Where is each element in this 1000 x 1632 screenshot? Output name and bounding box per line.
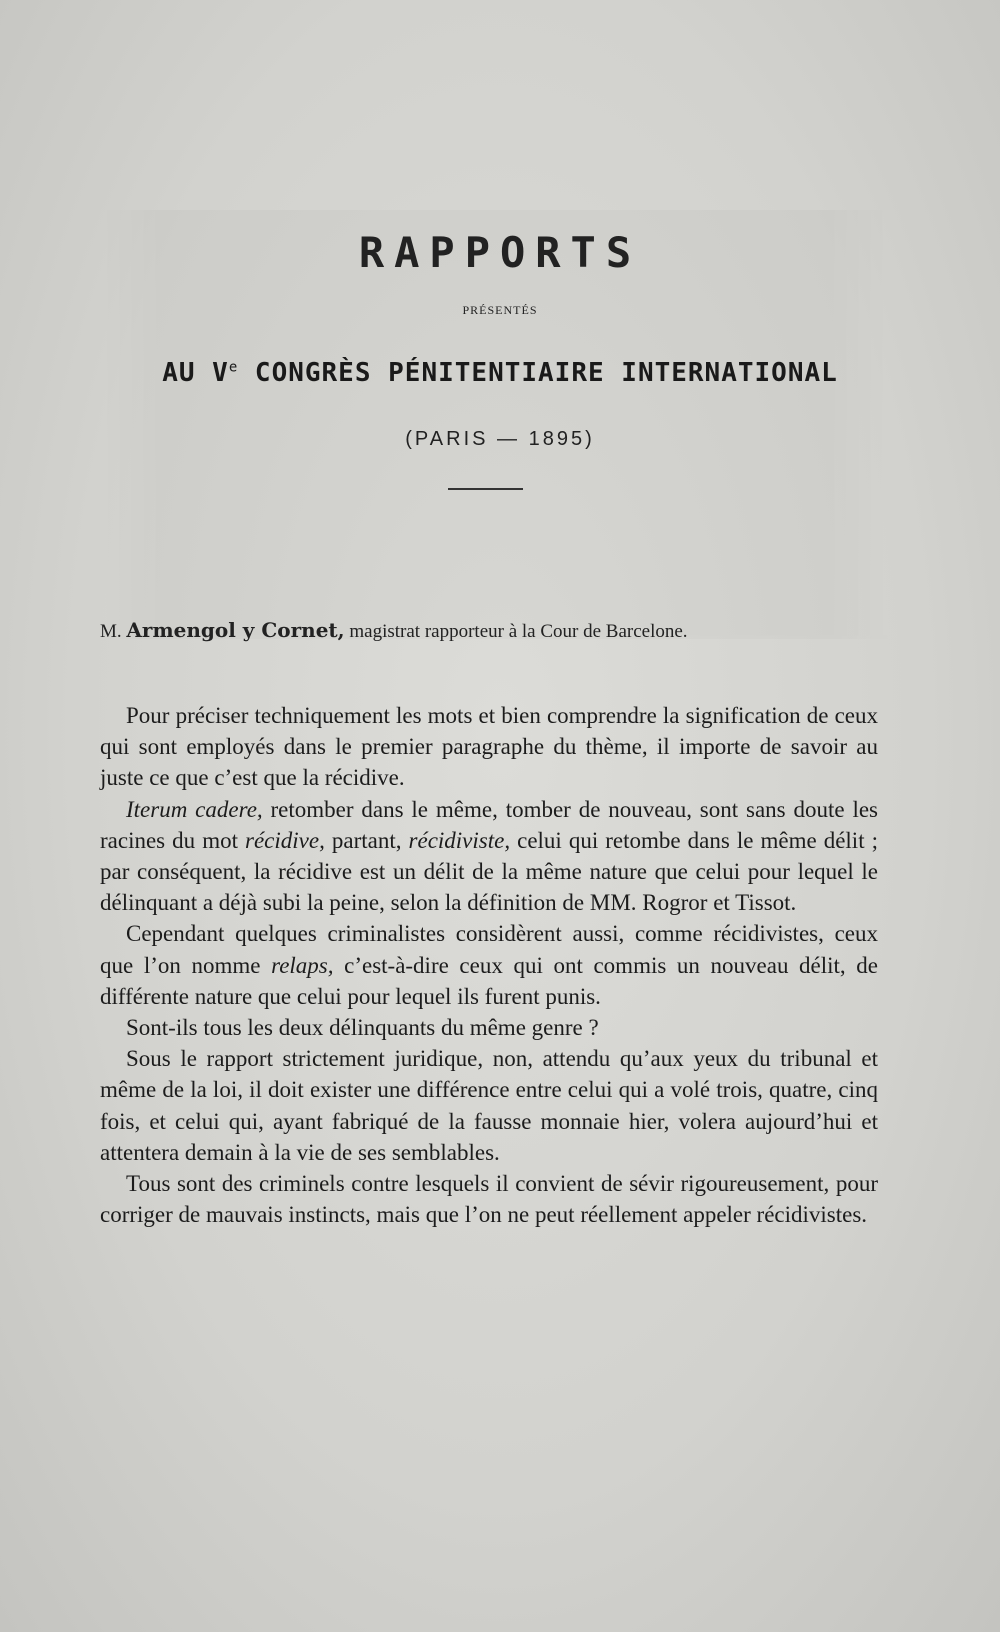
italic-term: récidive, — [245, 827, 325, 853]
author-prefix: M. — [100, 621, 127, 642]
paragraph-text: c’est-à-dire ceux qui ont commis un nouveau délit, de différente nature que celui pour lequel ils furent punis. — [100, 952, 879, 1009]
paragraph-text: Sous le rapport strictement juridique, non, attendu qu’aux yeux du tribunal et même de la loi, il doit exister une différence entre celui qui a volé trois, quatre, cinq fois, et celui qui, ayant fabriqué de la fausse monnaie hier, volera aujourd’hui et attentera demain à la vie de ses semblables. — [100, 1046, 878, 1165]
author-role: magistrat rapporteur à la Cour de Barcelone. — [344, 621, 688, 642]
paragraph-text: celui qui retombe dans le même délit ; par conséquent, la récidive est un délit de la même nature que celui pour lequel le délinquant a déjà subi la peine, selon la définition de MM. Rogror et Tissot. — [100, 827, 879, 916]
paragraph-text: Sont-ils tous les deux délinquants du même genre ? — [126, 1015, 599, 1041]
congress-rest: CONGRÈS PÉNITENTIAIRE INTERNATIONAL — [238, 358, 838, 388]
author-name: Armengol y Cornet, — [126, 618, 345, 642]
paragraph-text: Tous sont des criminels contre lesquels il convient de sévir rigoureusement, pour corriger de mauvais instincts, mais que l’on ne peut réellement appeler récidivistes. — [100, 1171, 878, 1228]
paragraph-text: Pour préciser techniquement les mots et bien comprendre la signification de ceux qui sont employés dans le premier paragraphe du thème, il importe de savoir au juste ce que c’est que la récidive. — [100, 703, 878, 791]
divider-rule — [448, 488, 523, 490]
italic-term: relaps, — [271, 952, 334, 978]
author-line — [100, 618, 900, 643]
paragraph — [100, 918, 878, 1012]
paragraph — [100, 700, 878, 794]
paragraph — [100, 1043, 878, 1168]
page-title: RAPPORTS — [358, 228, 642, 277]
paragraph-text: retomber dans le même, tomber de nouveau, sont sans doute les racines du mot — [100, 796, 878, 853]
paragraph — [100, 1168, 878, 1230]
italic-term: récidiviste, — [408, 827, 511, 853]
congress-heading — [0, 358, 1000, 388]
congress-sup: e — [228, 359, 239, 376]
congress-prefix: AU V — [162, 358, 229, 388]
paragraph-text: partant, — [324, 827, 409, 853]
body-text — [100, 700, 878, 1230]
paragraph-text: Cependant quelques criminalistes considèrent aussi, comme récidivistes, ceux que l’on nomme — [100, 921, 878, 978]
paragraph — [100, 1012, 878, 1043]
italic-term: Iterum cadere, — [126, 796, 263, 822]
subtitle: PRÉSENTÉS — [462, 303, 538, 317]
paragraph — [100, 794, 878, 919]
place-year: (PARIS — 1895) — [405, 428, 595, 450]
